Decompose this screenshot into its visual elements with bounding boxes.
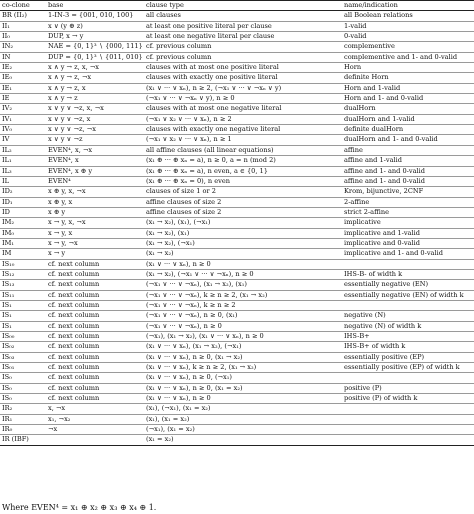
table-row xyxy=(0,383,474,393)
cell-base: DUP, x → y xyxy=(48,32,84,41)
cell-base: x ∨ y ∨ ¬z, x, ¬x xyxy=(48,104,104,113)
cell-co-clone: IS₀₂ xyxy=(2,342,15,351)
cell-co-clone: IL₂ xyxy=(2,145,12,154)
cell-clause-type: (x₁ → x₂), (x₁) xyxy=(146,228,190,237)
cell-co-clone: IS₀ xyxy=(2,383,12,392)
cell-base: x ∨ y ∨ ¬z, x xyxy=(48,114,91,123)
cell-clause-type: (¬x₁), (x₁ = x₂) xyxy=(146,425,195,434)
cell-name-indication: IHS-B+ of width k xyxy=(344,342,406,351)
table-row xyxy=(0,218,474,228)
table-row xyxy=(0,321,474,331)
table-header xyxy=(0,1,474,11)
cell-co-clone: IS₁₀ xyxy=(2,259,15,268)
table-row xyxy=(0,187,474,197)
cell-name-indication: essentially positive (EP) xyxy=(344,352,425,361)
table-row xyxy=(0,414,474,424)
cell-base: cf. next column xyxy=(48,363,100,372)
cell-base: x → y, x xyxy=(48,228,73,237)
cell-name-indication: affine and 1- and 0-valid xyxy=(344,176,425,185)
table-row xyxy=(0,373,474,383)
cell-co-clone: IM₁ xyxy=(2,238,14,247)
cell-name-indication: Horn xyxy=(344,63,362,72)
cell-co-clone: IS₁ xyxy=(2,300,12,309)
cell-co-clone: IS₁₁ xyxy=(2,290,15,299)
cell-co-clone: IS₁₃ xyxy=(2,280,15,289)
cell-co-clone: IS₁ xyxy=(2,311,12,320)
cell-name-indication xyxy=(342,414,474,424)
table-row xyxy=(0,135,474,145)
cell-base: cf. next column xyxy=(48,269,100,278)
cell-base: EVEN⁴, x, ¬x xyxy=(48,145,93,154)
cell-clause-type: (x₁ ∨ ··· ∨ xₙ), n ≥ 0, (¬x₁) xyxy=(146,373,232,382)
cell-co-clone: IV₀ xyxy=(2,125,13,134)
cell-clause-type: (¬x₁ ∨ ··· ∨ ¬xₙ), (x₁ → x₂), (x₁) xyxy=(146,280,247,289)
cell-co-clone: IM xyxy=(2,249,12,258)
table-row xyxy=(0,404,474,414)
table-row xyxy=(0,228,474,238)
cell-clause-type: (x₁ ⊕ ··· ⊕ xₙ = a), n even, a ∈ {0, 1} xyxy=(146,166,268,175)
cell-clause-type: (x₁ ∨ ··· ∨ xₙ), n ≥ 0, (x₁ → x₂) xyxy=(146,352,243,361)
cell-base: cf. next column xyxy=(48,321,100,330)
cell-base: x ⊕ y, x xyxy=(48,197,73,206)
cell-name-indication: 0-valid xyxy=(344,32,367,41)
table-row xyxy=(0,197,474,207)
table-row xyxy=(0,249,474,259)
cell-co-clone: II₁ xyxy=(2,21,10,30)
cell-name-indication xyxy=(342,435,474,445)
cell-co-clone: IM₀ xyxy=(2,228,14,237)
cell-name-indication: definite Horn xyxy=(344,73,389,82)
cell-co-clone: IS₀₀ xyxy=(2,332,15,340)
cell-base: cf. next column xyxy=(48,383,100,392)
cell-clause-type: affine clauses of size 2 xyxy=(146,197,222,206)
cell-co-clone: IR₀ xyxy=(2,425,13,434)
cell-name-indication: essentially negative (EN) of width k xyxy=(344,290,464,299)
table-row xyxy=(0,83,474,93)
table-row xyxy=(0,94,474,104)
cell-co-clone: IV₁ xyxy=(2,114,13,123)
cell-name-indication: Horn and 1- and 0-valid xyxy=(344,94,424,103)
cell-name-indication xyxy=(342,373,474,383)
cell-clause-type: (x₁ → x₂), (x₁), (¬x₁) xyxy=(146,218,211,227)
cell-base: cf. next column xyxy=(48,332,100,340)
cell-clause-type: (¬x₁ ∨ ··· ∨ ¬xₙ), n ≥ 0, (x₁) xyxy=(146,311,238,320)
table-row xyxy=(0,42,474,52)
cell-base: cf. next column xyxy=(48,352,100,361)
cell-base: x ∧ y → z, x, ¬x xyxy=(48,63,99,72)
cell-clause-type: clauses with exactly one positive literal xyxy=(146,73,278,82)
cell-name-indication: 1-valid xyxy=(344,21,367,30)
table-row xyxy=(0,352,474,362)
cell-base: cf. next column xyxy=(48,373,100,382)
cell-base: x ∧ y → z, ¬x xyxy=(48,73,92,82)
cell-base: cf. next column xyxy=(48,300,100,309)
table-row xyxy=(0,145,474,155)
cell-base: x ∨ y ∨ ¬z, ¬x xyxy=(48,125,96,134)
cell-name-indication: IHS-B- of width k xyxy=(344,269,403,278)
cell-co-clone: IS₀₃ xyxy=(2,352,15,361)
cell-base: cf. next column xyxy=(48,342,100,351)
cell-co-clone: BR (II₂) xyxy=(2,11,27,20)
cell-co-clone: IM₂ xyxy=(2,218,14,227)
cell-co-clone: IS₀ xyxy=(2,394,12,403)
cell-base: EVEN⁴, x ⊕ y xyxy=(48,166,93,175)
cell-name-indication: dualHorn and 1-valid xyxy=(344,114,415,123)
cell-clause-type: (x₁ → x₂) xyxy=(146,249,174,258)
table-row xyxy=(0,280,474,290)
table-row xyxy=(0,394,474,404)
table-row xyxy=(0,63,474,73)
cell-co-clone: IN xyxy=(2,52,11,61)
table-row xyxy=(0,11,474,21)
cell-clause-type: (¬x₁ ∨ ··· ∨ ¬xₙ), k ≥ n ≥ 2 xyxy=(146,300,236,309)
cell-name-indication xyxy=(342,259,474,269)
cell-co-clone: ID₂ xyxy=(2,187,13,196)
cell-clause-type: (¬x₁ ∨ ··· ∨ ¬xₙ), k ≥ n ≥ 2, (x₁ → x₂) xyxy=(146,290,268,299)
table-row xyxy=(0,259,474,269)
cell-base: x₁, ¬x₂ xyxy=(48,414,71,423)
cell-co-clone: IL₃ xyxy=(2,166,12,175)
cell-co-clone: IV xyxy=(2,135,10,144)
cell-co-clone: IE xyxy=(2,94,10,103)
cell-co-clone: IR₁ xyxy=(2,414,13,423)
cell-base: x, ¬x xyxy=(48,404,66,413)
cell-base: x ⊕ y xyxy=(48,207,66,216)
table-row xyxy=(0,21,474,31)
table-row xyxy=(0,166,474,176)
cell-name-indication: positive (P) xyxy=(344,383,382,392)
cell-clause-type: (x₁ ∨ ··· ∨ xₙ), n ≥ 2, (¬x₁ ∨ ··· ∨ ¬xₙ ∨ y) xyxy=(146,83,282,92)
cell-clause-type: (x₁ ∨ ··· ∨ xₙ), n ≥ 0 xyxy=(146,394,211,403)
cell-name-indication: complementive xyxy=(344,42,395,51)
cell-co-clone: IE₂ xyxy=(2,63,13,72)
cell-base: cf. next column xyxy=(48,311,100,320)
cell-co-clone: IR₂ xyxy=(2,404,13,413)
cell-name-indication xyxy=(342,300,474,310)
cell-co-clone: IL₁ xyxy=(2,156,12,165)
cell-base: x ∨ y ∨ ¬z xyxy=(48,135,83,144)
cell-clause-type: clauses with exactly one negative literal xyxy=(146,125,281,134)
cell-name-indication: affine and 1-valid xyxy=(344,156,402,165)
cell-clause-type: at least one negative literal per clause xyxy=(146,32,275,41)
header-row xyxy=(0,1,474,11)
cell-co-clone: ID₁ xyxy=(2,197,13,206)
table-row xyxy=(0,156,474,166)
cell-clause-type: (x₁ → x₂), (¬x₁) xyxy=(146,238,195,247)
cell-clause-type: cf. previous column xyxy=(146,42,212,51)
cell-clause-type: clauses with at most one positive literal xyxy=(146,63,279,72)
footnote: Where EVEN⁴ = x₁ ⊕ x₂ ⊕ x₃ ⊕ x₄ ⊕ 1. xyxy=(2,503,157,512)
table-row xyxy=(0,290,474,300)
cell-base: cf. next column xyxy=(48,290,100,299)
cell-name-indication: implicative and 0-valid xyxy=(344,238,420,247)
table-row xyxy=(0,32,474,42)
cell-clause-type: (x₁ ∨ ··· ∨ xₙ), (x₁ → x₂), (¬x₁) xyxy=(146,342,242,351)
cell-name-indication: positive (P) of width k xyxy=(344,394,418,403)
cell-name-indication: negative (N) xyxy=(344,311,386,320)
cell-clause-type: (¬x₁ ∨ ··· ∨ ¬xₙ ∨ y), n ≥ 0 xyxy=(146,94,235,103)
cell-co-clone: IS₀ xyxy=(2,373,12,382)
cell-base: ¬x xyxy=(48,425,58,434)
cell-name-indication: essentially positive (EP) of width k xyxy=(344,363,460,372)
cell-name-indication: all Boolean relations xyxy=(344,11,413,20)
cell-base xyxy=(46,435,144,445)
cell-clause-type: clauses of size 1 or 2 xyxy=(146,187,216,196)
cell-co-clone: IL xyxy=(2,176,9,185)
cell-clause-type: (x₁), (¬x₁), (x₁ = x₂) xyxy=(146,404,211,413)
table-row xyxy=(0,207,474,217)
cell-co-clone: IR (IBF) xyxy=(2,435,29,444)
cell-clause-type: (x₁ → x₂), (¬x₁ ∨ ··· ∨ ¬xₙ), n ≥ 0 xyxy=(146,269,254,278)
table-row xyxy=(0,342,474,352)
cell-clause-type: (x₁ ∨ ··· ∨ xₙ), n ≥ 0, (x₁ = x₂) xyxy=(146,383,243,392)
cell-base: x ⊕ y, x, ¬x xyxy=(48,187,86,196)
cell-name-indication xyxy=(342,404,474,414)
cell-name-indication: implicative and 1- and 0-valid xyxy=(344,249,443,258)
cell-co-clone: II₀ xyxy=(2,32,10,41)
cell-name-indication: dualHorn xyxy=(344,104,376,113)
cell-clause-type: all clauses xyxy=(146,11,181,20)
cell-clause-type: (x₁ = x₂) xyxy=(146,435,174,444)
cell-base: x → y, x, ¬x xyxy=(48,218,86,227)
cell-clause-type: all affine clauses (all linear equations) xyxy=(146,145,274,154)
header-base: base xyxy=(48,1,64,9)
cell-name-indication: strict 2-affine xyxy=(344,207,390,216)
cell-base: x ∨ (y ⊕ z) xyxy=(48,21,83,30)
cell-base: NAE = {0, 1}³ ∖ {000, 111} xyxy=(48,42,143,51)
header-co-clone: co-clone xyxy=(2,1,30,9)
table-row xyxy=(0,269,474,279)
cell-name-indication: implicative xyxy=(344,218,381,227)
cell-base: x → y, ¬x xyxy=(48,238,78,247)
cell-name-indication: definite dualHorn xyxy=(344,125,404,134)
cell-co-clone: ID xyxy=(2,207,10,216)
cell-name-indication: 2-affine xyxy=(344,197,370,206)
table-row xyxy=(0,332,474,342)
cell-co-clone: IS₁ xyxy=(2,321,12,330)
cell-clause-type: affine clauses of size 2 xyxy=(146,207,222,216)
table-row xyxy=(0,425,474,435)
cell-name-indication: negative (N) of width k xyxy=(344,321,422,330)
cell-co-clone: IE₀ xyxy=(2,73,13,82)
table-row xyxy=(0,125,474,135)
cell-name-indication: Krom, bijunctive, 2CNF xyxy=(344,187,424,196)
cell-clause-type: (¬x₁ ∨ x₂ ∨ ··· ∨ xₙ), n ≥ 2 xyxy=(146,114,232,123)
table-row xyxy=(0,104,474,114)
table-row xyxy=(0,52,474,62)
cell-name-indication: Horn and 1-valid xyxy=(344,83,401,92)
table-body xyxy=(0,11,474,445)
cell-clause-type: (x₁), (x₁ = x₂) xyxy=(146,414,190,423)
cell-clause-type: cf. previous column xyxy=(146,52,212,61)
cell-clause-type: (x₁ ∨ ··· ∨ xₙ), n ≥ 0 xyxy=(146,259,211,268)
cell-name-indication: dualHorn and 1- and 0-valid xyxy=(344,135,438,144)
table-row xyxy=(0,73,474,83)
cell-base: EVEN⁴, x xyxy=(48,156,79,165)
cell-name-indication: affine xyxy=(344,145,363,154)
cell-clause-type: (¬x₁ ∨ x₂ ∨ ··· ∨ xₙ), n ≥ 1 xyxy=(146,135,232,144)
cell-base: 1-IN-3 = {001, 010, 100} xyxy=(48,11,134,20)
cell-clause-type: clauses with at most one negative literal xyxy=(146,104,282,113)
cell-name-indication: complementive and 1- and 0-valid xyxy=(344,52,458,61)
cell-base: DUP = {0, 1}³ ∖ {011, 010} xyxy=(48,52,143,61)
cell-base: EVEN⁴ xyxy=(48,176,71,185)
cell-name-indication: IHS-B+ xyxy=(344,332,370,340)
cell-name-indication: affine and 1- and 0-valid xyxy=(344,166,425,175)
cell-clause-type: (x₁ ∨ ··· ∨ xₙ), k ≥ n ≥ 2, (x₁ → x₂) xyxy=(146,363,257,372)
cell-clause-type: at least one positive literal per clause xyxy=(146,21,272,30)
cell-base: cf. next column xyxy=(48,394,100,403)
cell-name-indication: implicative and 1-valid xyxy=(344,228,420,237)
cell-base: cf. next column xyxy=(48,280,100,289)
cell-co-clone: IS₁₂ xyxy=(2,269,15,278)
cell-co-clone: IE₁ xyxy=(2,83,13,92)
cell-clause-type: (x₁ ⊕ ··· ⊕ xₙ = 0), n even xyxy=(146,176,231,185)
cell-co-clone: IV₂ xyxy=(2,104,13,113)
cell-base: x → y xyxy=(48,249,66,258)
header-name-indication: name/indication xyxy=(344,1,398,9)
cell-base: x ∧ y → z xyxy=(48,94,78,103)
table-row xyxy=(0,311,474,321)
header-clause-type: clause type xyxy=(146,1,184,9)
table-row xyxy=(0,300,474,310)
cell-clause-type: (x₁ ⊕ ··· ⊕ xₙ = a), n ≥ 0, a = n (mod 2) xyxy=(146,156,276,165)
table-row xyxy=(0,114,474,124)
cell-base: x ∧ y → z, x xyxy=(48,83,86,92)
cell-name-indication xyxy=(342,425,474,435)
cell-clause-type: (¬x₁ ∨ ··· ∨ ¬xₙ), n ≥ 0 xyxy=(146,321,222,330)
table-row xyxy=(0,435,474,445)
cell-name-indication: essentially negative (EN) xyxy=(344,280,429,289)
cell-co-clone: IS₀₁ xyxy=(2,363,15,372)
table-row xyxy=(0,363,474,373)
table-row xyxy=(0,176,474,186)
cell-clause-type: (¬x₁), (x₁ → x₂), (x₁ ∨ ··· ∨ xₙ), n ≥ 0 xyxy=(146,332,264,340)
table-row xyxy=(0,238,474,248)
cell-co-clone: IN₂ xyxy=(2,42,14,51)
cell-base: cf. next column xyxy=(48,259,100,268)
